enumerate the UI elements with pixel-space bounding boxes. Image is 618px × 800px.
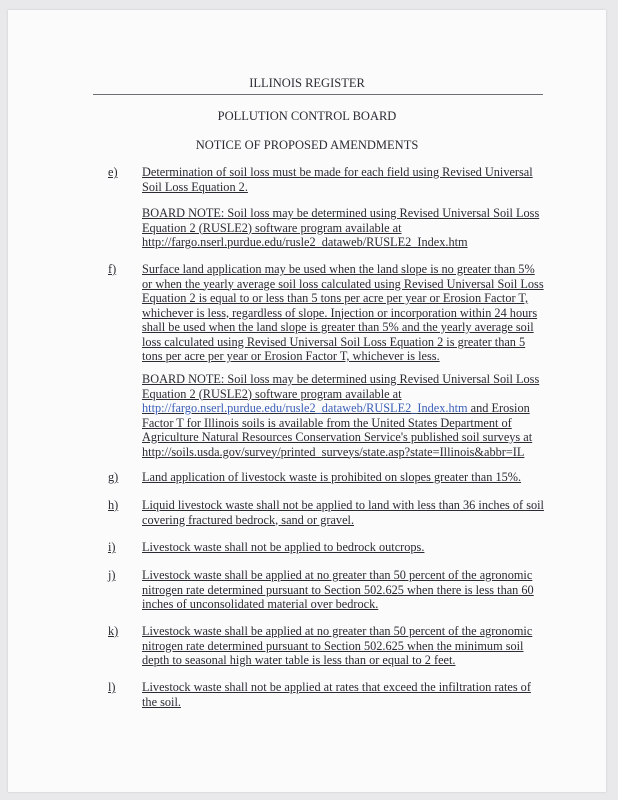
subsection-label: j) [108, 568, 116, 582]
subsection-label: f) [108, 262, 117, 276]
document-page [8, 10, 606, 792]
subsection-text: Land application of livestock waste is prohibited on slopes greater than 15%. [142, 470, 522, 484]
agency-title: POLLUTION CONTROL BOARD [217, 109, 397, 123]
subsection-label: g) [108, 470, 119, 484]
subsection-text: Livestock waste shall be applied at no greater than 50 percent of the agronomic nitrogen rate determined pursuant to Section 502.625 when the minimum soil depth to seasonal high water table is less than or equal to 2 feet. [142, 624, 533, 667]
subsection-text: Livestock waste shall be applied at no greater than 50 percent of the agronomic nitrogen rate determined pursuant to Section 502.625 when there is less than 60 inches of unconsolidated material over bedrock. [142, 568, 534, 611]
subsection-text: Surface land application may be used when the land slope is no greater than 5% or when the yearly average soil loss calculated using Revised Universal Soil Loss Equation 2 is equal to or less than 5 tons per acre per year or Erosion Factor T, whichever is less, regardless of slope. Injection or incorporation within 24 hours shall be used when the land slope is greater than 5% and the yearly average soil loss calculated using Revised Universal Soil Loss Equation 2 is greater than 5 tons per acre per year or Erosion Factor T, whichever is less. [142, 262, 544, 363]
subsection-label: l) [108, 680, 116, 694]
board-note-text: BOARD NOTE: Soil loss may be determined using Revised Universal Soil Loss Equation 2 (RUSLE2) software program available at http://fargo.nserl.purdue.edu/rusle2_dataweb/RUSLE2_Index.htm and Erosion Factor T for Illinois soils is available from the United States Department of Agriculture Natural Resources Conservation Service's published soil surveys at http://soils.usda.gov/survey/printed_surveys/state.asp?state=Illinois&abbr=IL [142, 372, 540, 459]
subsection-text: Livestock waste shall not be applied to bedrock outcrops. [142, 540, 425, 554]
rusle2-url[interactable]: http://fargo.nserl.purdue.edu/rusle2_dataweb/RUSLE2_Index.htm [142, 235, 468, 249]
register-title: ILLINOIS REGISTER [249, 76, 365, 90]
subsection-label: e) [108, 165, 118, 179]
subsection-text: Liquid livestock waste shall not be applied to land with less than 36 inches of soil covering fractured bedrock, sand or gravel. [142, 498, 544, 527]
subsection-label: i) [108, 540, 116, 554]
rusle2-hyperlink[interactable]: http://fargo.nserl.purdue.edu/rusle2_dataweb/RUSLE2_Index.htm [142, 401, 468, 415]
subsection-text: Determination of soil loss must be made for each field using Revised Universal Soil Loss Equation 2. [142, 165, 533, 194]
board-note-text: BOARD NOTE: Soil loss may be determined using Revised Universal Soil Loss Equation 2 (RUSLE2) software program available at http://fargo.nserl.purdue.edu/rusle2_dataweb/RUSLE2_Index.htm [142, 206, 540, 249]
subsection-label: h) [108, 498, 119, 512]
subsection-text: Livestock waste shall not be applied at rates that exceed the infiltration rates of the soil. [142, 680, 531, 709]
notice-title: NOTICE OF PROPOSED AMENDMENTS [195, 138, 419, 152]
header-rule [93, 94, 543, 95]
soil-survey-url[interactable]: http://soils.usda.gov/survey/printed_surveys/state.asp?state=Illinois&abbr=IL [142, 444, 525, 459]
subsection-label: k) [108, 624, 119, 638]
